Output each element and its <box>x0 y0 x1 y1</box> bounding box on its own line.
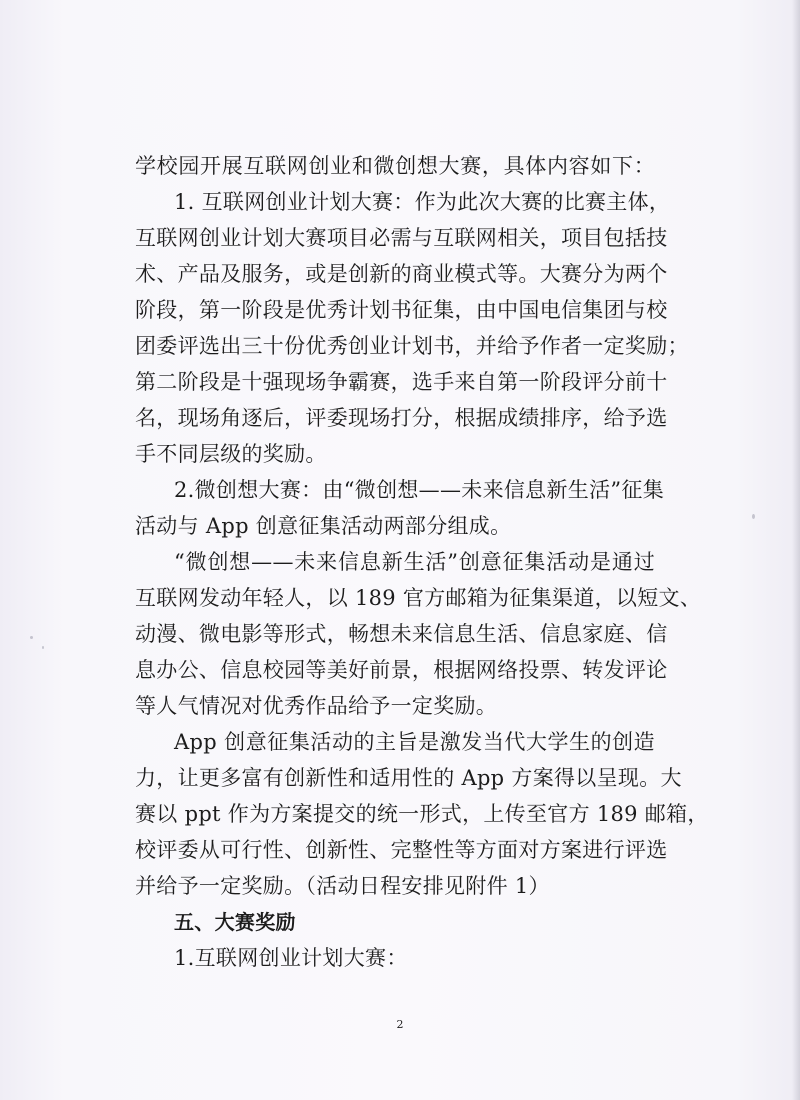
body-line: 息办公、信息校园等美好前景，根据网络投票、转发评论 <box>135 658 668 682</box>
scan-speck <box>42 646 44 649</box>
section-heading: 五、大赛奖励 <box>174 910 296 934</box>
body-line: 阶段，第一阶段是优秀计划书征集，由中国电信集团与校 <box>135 298 668 322</box>
body-line: 互联网发动年轻人，以 189 官方邮箱为征集渠道，以短文、 <box>135 586 702 610</box>
body-line: 赛以 ppt 作为方案提交的统一形式，上传至官方 189 邮箱， <box>135 802 709 826</box>
scan-speck <box>30 636 33 639</box>
body-line: 1. 互联网创业计划大赛：作为此次大赛的比赛主体， <box>174 190 671 214</box>
body-line: “微创想——未来信息新生活”创意征集活动是通过 <box>174 550 655 574</box>
body-line: 术、产品及服务，或是创新的商业模式等。大赛分为两个 <box>135 262 668 286</box>
page-number: 2 <box>396 1018 404 1031</box>
body-line: 1.互联网创业计划大赛： <box>174 946 408 970</box>
body-line: 2.微创想大赛：由“微创想——未来信息新生活”征集 <box>174 478 665 502</box>
body-line: 手不同层级的奖励。 <box>135 442 327 466</box>
body-line: 名，现场角逐后，评委现场打分，根据成绩排序，给予选 <box>135 406 668 430</box>
body-line: 互联网创业计划大赛项目必需与互联网相关，项目包括技 <box>135 226 668 250</box>
body-line: 力，让更多富有创新性和适用性的 App 方案得以呈现。大 <box>135 766 682 790</box>
body-line: 动漫、微电影等形式，畅想未来信息生活、信息家庭、信 <box>135 622 668 646</box>
body-line: 并给予一定奖励。（活动日程安排见附件 1） <box>135 874 550 898</box>
body-line: App 创意征集活动的主旨是激发当代大学生的创造 <box>174 730 655 754</box>
body-line: 学校园开展互联网创业和微创想大赛，具体内容如下： <box>135 154 655 178</box>
body-line: 校评委从可行性、创新性、完整性等方面对方案进行评选 <box>135 838 668 862</box>
body-line: 第二阶段是十强现场争霸赛，选手来自第一阶段评分前十 <box>135 370 668 394</box>
body-line: 团委评选出三十份优秀创业计划书，并给予作者一定奖励； <box>135 334 689 358</box>
body-line: 活动与 App 创意征集活动两部分组成。 <box>135 514 512 538</box>
scan-speck <box>752 514 755 519</box>
body-line: 等人气情况对优秀作品给予一定奖励。 <box>135 694 498 718</box>
